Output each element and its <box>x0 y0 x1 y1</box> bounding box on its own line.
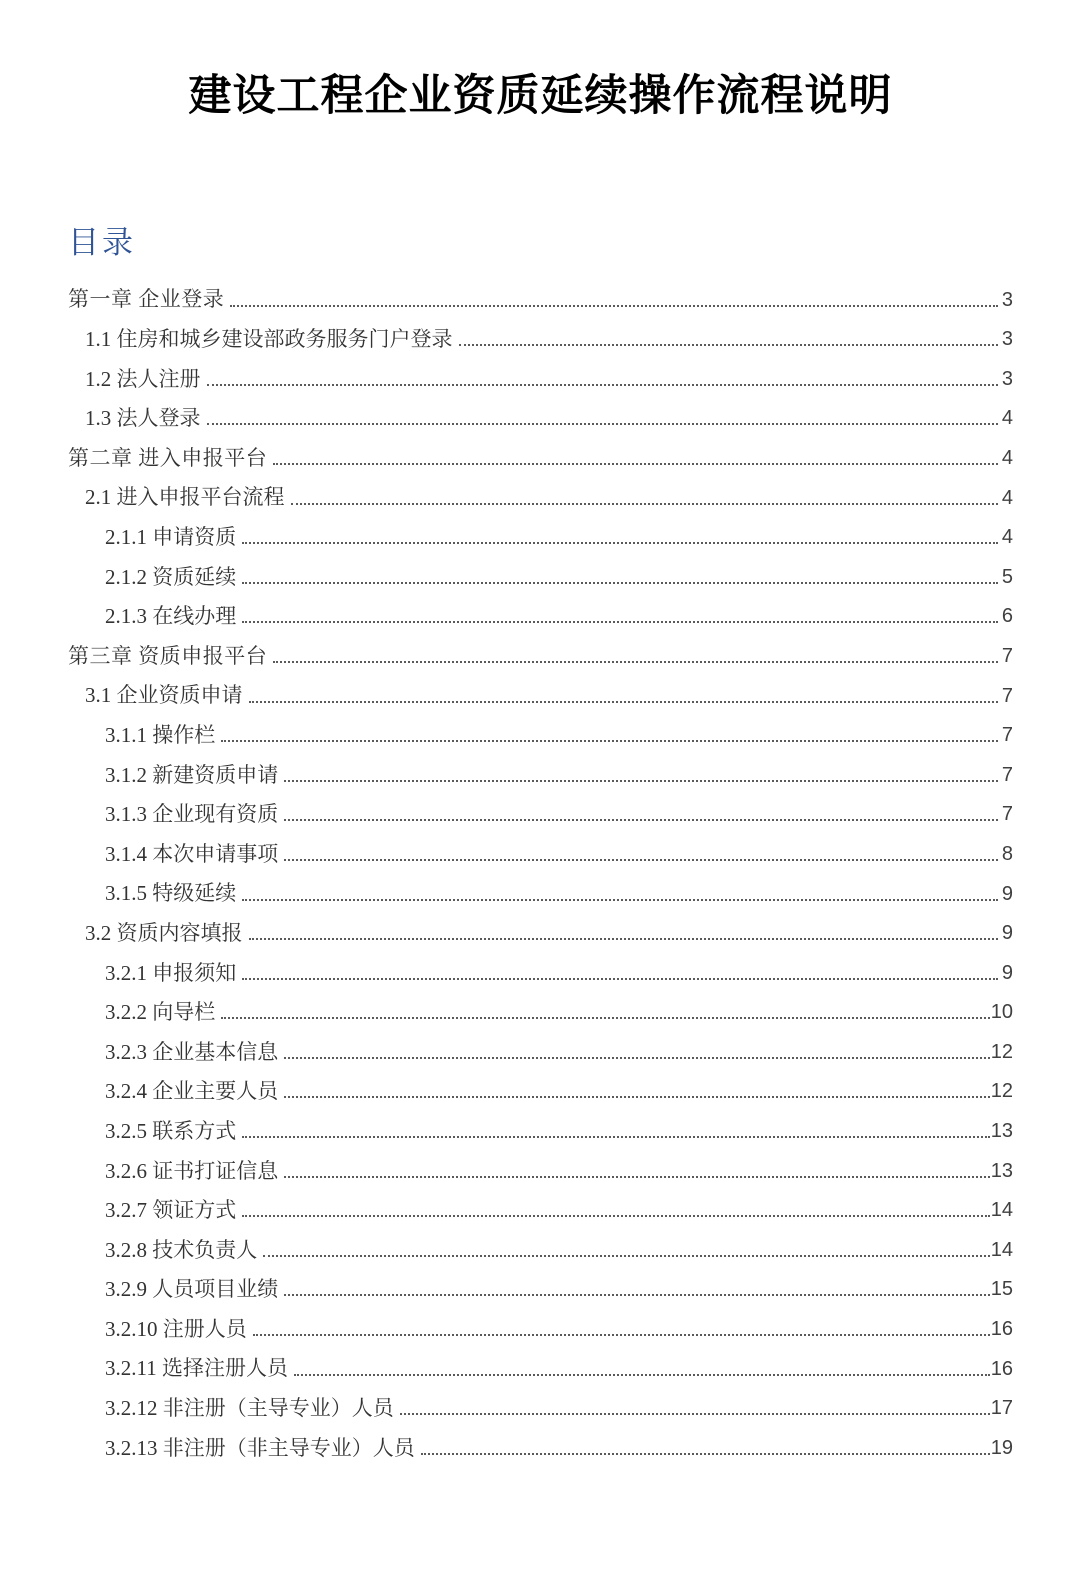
toc-leader-dots <box>242 542 998 544</box>
toc-entry-label: 第三章 资质申报平台 <box>68 643 268 668</box>
toc-entry[interactable] <box>68 747 1013 787</box>
toc-entry-label: 3.2.3 企业基本信息 <box>105 1039 279 1064</box>
toc-leader-dots <box>242 582 998 584</box>
toc-leader-dots <box>207 384 999 386</box>
toc-entry[interactable] <box>68 351 1013 391</box>
toc-entry-label: 3.1.3 企业现有资质 <box>105 802 279 827</box>
toc-page-number: 4 <box>1001 486 1013 509</box>
toc-entry-label: 3.2.13 非注册（非主导专业）人员 <box>105 1435 415 1460</box>
toc-entry-label: 第二章 进入申报平台 <box>68 445 268 470</box>
toc-entry-label: 3.2.8 技术负责人 <box>105 1237 258 1262</box>
toc-entry[interactable] <box>68 1262 1013 1302</box>
toc-entry-label: 3.2.4 企业主要人员 <box>105 1079 279 1104</box>
toc-leader-dots <box>273 661 998 663</box>
toc-leader-dots <box>263 1255 990 1257</box>
toc-entry-label: 1.2 法人注册 <box>85 366 201 391</box>
toc-entry-label: 2.1 进入申报平台流程 <box>85 485 285 510</box>
toc-entry[interactable] <box>68 272 1013 312</box>
toc-page-number: 12 <box>990 1040 1013 1063</box>
toc-entry[interactable] <box>68 470 1013 510</box>
toc-leader-dots <box>459 344 999 346</box>
toc-entry-label: 3.2.2 向导栏 <box>105 1000 216 1025</box>
toc-leader-dots <box>291 503 999 505</box>
toc-page-number: 7 <box>1001 684 1013 707</box>
toc-leader-dots <box>249 701 999 703</box>
toc-entry[interactable] <box>68 787 1013 827</box>
toc-leader-dots <box>230 305 998 307</box>
toc-leader-dots <box>284 1096 990 1098</box>
toc-leader-dots <box>249 938 999 940</box>
toc-entry[interactable] <box>68 1341 1013 1381</box>
toc-page-number: 7 <box>1001 724 1013 747</box>
toc-entry-label: 第一章 企业登录 <box>68 287 225 312</box>
toc-leader-dots <box>284 780 998 782</box>
toc-entry-label: 3.1.1 操作栏 <box>105 722 216 747</box>
toc-entry-label: 3.2.7 领证方式 <box>105 1198 237 1223</box>
toc-page-number: 9 <box>1001 922 1013 945</box>
toc-page-number: 9 <box>1001 961 1013 984</box>
toc-entry[interactable] <box>68 826 1013 866</box>
toc-entry-label: 3.1 企业资质申请 <box>85 683 243 708</box>
toc-page-number: 7 <box>1001 763 1013 786</box>
table-of-contents <box>68 272 1013 1460</box>
toc-page-number: 16 <box>990 1318 1013 1341</box>
toc-leader-dots <box>284 859 998 861</box>
toc-page-number: 16 <box>990 1357 1013 1380</box>
toc-leader-dots <box>421 1453 990 1455</box>
toc-leader-dots <box>273 463 998 465</box>
toc-entry[interactable] <box>68 985 1013 1025</box>
toc-entry-label: 3.2.11 选择注册人员 <box>105 1356 288 1381</box>
toc-leader-dots <box>242 1136 990 1138</box>
toc-entry[interactable] <box>68 1143 1013 1183</box>
toc-entry[interactable] <box>68 312 1013 352</box>
toc-page-number: 9 <box>1001 882 1013 905</box>
toc-entry-label: 3.1.4 本次申请事项 <box>105 841 279 866</box>
toc-page-number: 14 <box>990 1199 1013 1222</box>
toc-page-number: 10 <box>990 1001 1013 1024</box>
toc-page-number: 7 <box>1001 644 1013 667</box>
toc-entry[interactable] <box>68 391 1013 431</box>
toc-entry-label: 3.2 资质内容填报 <box>85 920 243 945</box>
toc-leader-dots <box>242 621 998 623</box>
toc-page-number: 17 <box>990 1397 1013 1420</box>
toc-entry[interactable] <box>68 668 1013 708</box>
toc-entry-label: 3.2.9 人员项目业绩 <box>105 1277 279 1302</box>
toc-heading: 目录 <box>68 225 136 260</box>
toc-entry[interactable] <box>68 430 1013 470</box>
toc-leader-dots <box>284 1176 990 1178</box>
toc-entry[interactable] <box>68 945 1013 985</box>
toc-entry[interactable] <box>68 1103 1013 1143</box>
toc-leader-dots <box>400 1413 990 1415</box>
toc-entry-label: 3.2.6 证书打证信息 <box>105 1158 279 1183</box>
toc-entry[interactable] <box>68 628 1013 668</box>
toc-leader-dots <box>284 1294 990 1296</box>
toc-entry-label: 3.2.12 非注册（主导专业）人员 <box>105 1396 394 1421</box>
toc-leader-dots <box>253 1334 990 1336</box>
toc-page-number: 8 <box>1001 842 1013 865</box>
toc-entry-label: 3.2.1 申报须知 <box>105 960 237 985</box>
toc-page-number: 3 <box>1001 367 1013 390</box>
toc-page-number: 14 <box>990 1238 1013 1261</box>
toc-entry-label: 2.1.2 资质延续 <box>105 564 237 589</box>
toc-leader-dots <box>221 740 998 742</box>
toc-leader-dots <box>294 1374 990 1376</box>
toc-page-number: 3 <box>1001 288 1013 311</box>
toc-entry[interactable] <box>68 549 1013 589</box>
toc-entry-label: 2.1.1 申请资质 <box>105 525 237 550</box>
toc-entry[interactable] <box>68 1064 1013 1104</box>
toc-entry[interactable] <box>68 1381 1013 1421</box>
toc-page-number: 5 <box>1001 565 1013 588</box>
toc-page-number: 6 <box>1001 605 1013 628</box>
toc-page-number: 19 <box>990 1436 1013 1459</box>
toc-page-number: 4 <box>1001 446 1013 469</box>
toc-page-number: 13 <box>990 1159 1013 1182</box>
toc-entry-label: 3.2.10 注册人员 <box>105 1316 247 1341</box>
toc-leader-dots <box>207 423 999 425</box>
toc-entry-label: 1.3 法人登录 <box>85 406 201 431</box>
toc-entry[interactable] <box>68 708 1013 748</box>
toc-page-number: 15 <box>990 1278 1013 1301</box>
toc-entry[interactable] <box>68 866 1013 906</box>
toc-entry[interactable] <box>68 510 1013 550</box>
toc-leader-dots <box>221 1017 990 1019</box>
toc-page-number: 4 <box>1001 526 1013 549</box>
toc-page-number: 4 <box>1001 407 1013 430</box>
toc-entry-label: 2.1.3 在线办理 <box>105 604 237 629</box>
toc-leader-dots <box>284 819 998 821</box>
toc-entry[interactable] <box>68 1183 1013 1223</box>
toc-entry[interactable] <box>68 1024 1013 1064</box>
toc-entry-label: 3.2.5 联系方式 <box>105 1118 237 1143</box>
toc-entry[interactable] <box>68 1301 1013 1341</box>
toc-page-number: 7 <box>1001 803 1013 826</box>
toc-leader-dots <box>242 1215 990 1217</box>
toc-entry[interactable] <box>68 1420 1013 1460</box>
toc-entry[interactable] <box>68 906 1013 946</box>
toc-page-number: 12 <box>990 1080 1013 1103</box>
toc-page-number: 3 <box>1001 328 1013 351</box>
toc-entry-label: 3.1.2 新建资质申请 <box>105 762 279 787</box>
document-title: 建设工程企业资质延续操作流程说明 <box>188 73 893 120</box>
toc-leader-dots <box>284 1057 990 1059</box>
toc-entry-label: 1.1 住房和城乡建设部政务服务门户登录 <box>85 327 453 352</box>
toc-entry[interactable] <box>68 1222 1013 1262</box>
toc-page-number: 13 <box>990 1120 1013 1143</box>
document-page <box>0 62 1080 1589</box>
toc-leader-dots <box>242 899 998 901</box>
toc-entry-label: 3.1.5 特级延续 <box>105 881 237 906</box>
toc-leader-dots <box>242 978 998 980</box>
toc-entry[interactable] <box>68 589 1013 629</box>
